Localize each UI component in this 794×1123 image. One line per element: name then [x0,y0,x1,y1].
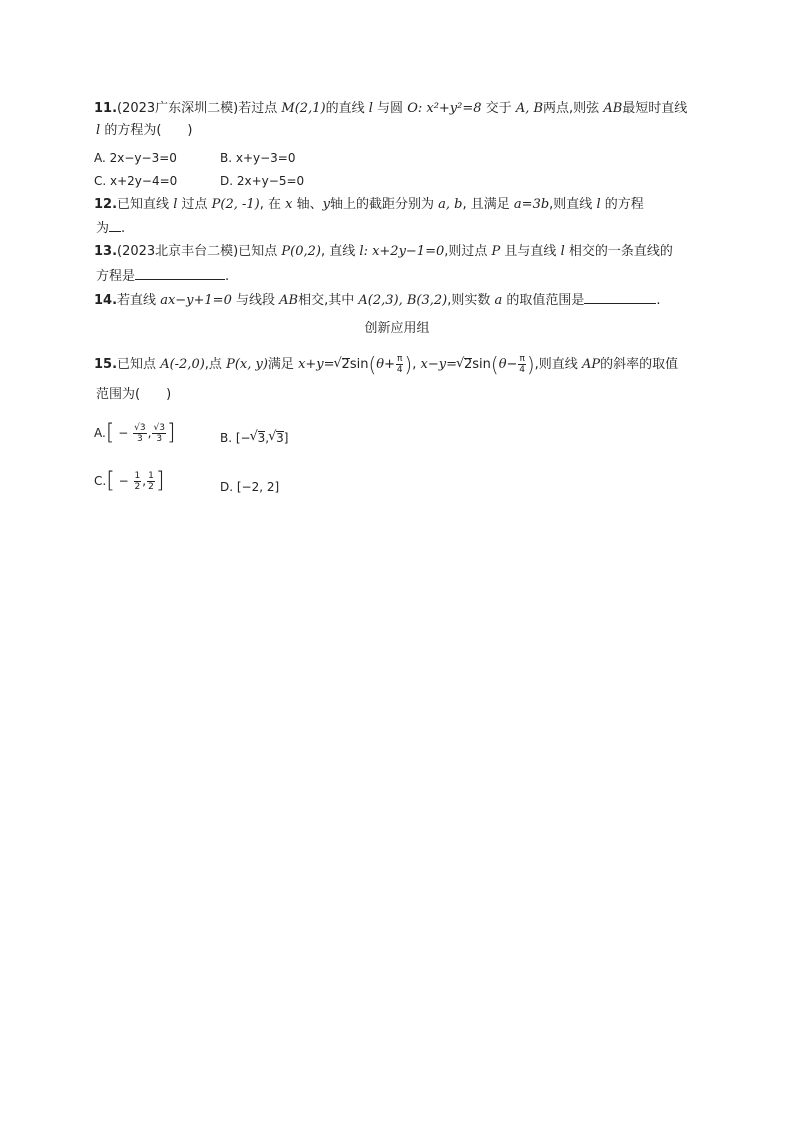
question-12-line-1 [94,196,644,214]
math: AP [581,357,601,372]
numerator: 1 [148,471,154,481]
math: x−y= [420,357,457,372]
text: , 在 [259,197,282,212]
text: 两点,则弦 [543,101,600,116]
denominator: 3 [156,434,163,444]
bracket-close: ] [166,420,176,446]
text: 最短时直线 [622,101,688,116]
math: 3 [139,423,146,433]
text: 相交,其中 [298,293,355,308]
option-a [94,420,176,446]
sqrt [251,430,266,446]
math: 2 [463,357,473,372]
denominator: 4 [396,365,403,375]
option-label: B. [− [220,431,251,445]
question-12-line-2 [96,219,125,238]
text: , [412,357,417,372]
question-11-line-2 [96,122,192,140]
text: 的斜率的取值 [600,357,679,372]
bracket-open: [ [106,468,115,494]
math: 2 [341,357,350,372]
text: . [656,293,661,308]
text: 方程是 [96,269,136,284]
text: . [121,221,126,236]
math: l [560,244,565,259]
denominator: 4 [519,365,526,375]
text: 为 [96,221,110,236]
text: 与线段 [235,293,275,308]
math: a, b [438,197,463,212]
question-source: (2023广东深圳二模) [117,101,239,116]
question-13-line-1 [94,243,673,261]
text: 与圆 [377,101,404,116]
option-label: A. [94,426,106,440]
math: l [596,197,601,212]
text: , [142,474,147,488]
text: 的方程为( ) [104,123,193,138]
text: 已知直线 [117,197,170,212]
math: l [96,123,101,138]
question-14-line-1 [94,291,661,310]
text: , [265,431,270,445]
math: l [368,101,373,116]
bracket-open: [ [105,420,115,446]
denominator: 2 [148,482,154,492]
numerator: 1 [134,471,141,481]
math: O: x²+y²=8 [407,101,482,116]
math: y [322,197,331,212]
text: , [147,426,152,440]
text: 若直线 [117,293,157,308]
numerator: √3 [134,423,146,433]
option-d: D. [−2, 2] [220,480,280,494]
math: A, B [515,101,544,116]
question-11-line-1 [94,100,687,118]
option-b: B. x+y−3=0 [220,151,296,165]
math: − [118,426,129,440]
option-label: C. [94,474,107,488]
text: 范围为( ) [96,387,172,402]
paren-open: ( [368,352,377,377]
text: 的方程 [604,197,644,212]
text: 轴、 [296,197,323,212]
math: − [506,357,518,372]
section-heading: 创新应用组 [364,321,430,336]
fraction [147,471,155,492]
paren-close: ) [404,352,413,377]
text: ] [283,431,289,445]
option-d: D. 2x+y−5=0 [220,174,305,188]
text: 若过点 [238,101,278,116]
text: 轴上的截距分别为 [330,197,435,212]
math: AB [603,101,623,116]
question-source: (2023北京丰台二模) [117,244,239,259]
question-15-line-2 [96,386,171,404]
fraction [518,354,525,375]
numerator: √3 [153,423,165,433]
fraction [134,471,142,492]
option-a: A. 2x−y−3=0 [94,151,177,165]
fraction [396,354,403,375]
math: 3 [276,431,284,445]
sqrt [335,356,350,374]
text: 交于 [485,101,512,116]
fraction [133,423,146,444]
numerator: π [519,354,525,364]
question-number: 15. [94,357,118,372]
denominator: 3 [137,434,143,444]
sqrt [269,430,284,446]
math: sin [472,357,491,372]
math: θ [498,357,507,372]
question-15-line-1 [94,354,678,375]
text: 相交的一条直线的 [568,244,673,259]
text: 且与直线 [504,244,557,259]
fraction [152,423,165,444]
text: ,点 [204,357,222,372]
text: ,则直线 [549,197,593,212]
math: − [118,474,129,488]
text: 的取值范围是 [506,293,585,308]
math: x [285,197,293,212]
question-number: 14. [94,293,118,308]
text: 已知点 [238,244,278,259]
math: A(-2,0) [160,357,205,372]
math: AB [279,293,299,308]
bracket-close: ] [155,468,165,494]
question-13-line-2 [96,267,229,286]
math: P(x, y) [226,357,268,372]
math: 3 [257,431,266,445]
sqrt [457,356,472,374]
option-c [94,468,165,494]
answer-blank[interactable] [135,267,225,280]
text: 已知点 [117,357,157,372]
question-number: 13. [94,244,118,259]
paren-open: ( [490,352,499,377]
math: θ [376,357,385,372]
answer-blank[interactable] [584,291,656,304]
math: + [384,357,395,372]
math: P(0,2) [281,244,321,259]
option-c: C. x+2y−4=0 [94,174,178,188]
answer-blank[interactable] [109,219,121,232]
denominator: 2 [134,482,141,492]
math: sin [349,357,369,372]
math: M(2,1) [281,101,326,116]
paren-close: ) [526,352,535,377]
math: A(2,3), B(3,2) [358,293,448,308]
question-number: 12. [94,197,118,212]
math: P [491,244,501,259]
text: , 且满足 [462,197,510,212]
question-number: 11. [94,101,118,116]
math: a=3b [513,197,550,212]
math: l: x+2y−1=0 [359,244,445,259]
text: . [225,269,230,284]
text: 满足 [267,357,294,372]
math: ax−y+1=0 [160,293,232,308]
math: 3 [159,423,165,433]
text: 过点 [181,197,208,212]
text: , 直线 [321,244,356,259]
math: a [494,293,503,308]
text: ,则过点 [444,244,488,259]
text: ,则实数 [447,293,491,308]
option-b [220,430,288,446]
numerator: π [397,354,403,364]
text: 的直线 [325,101,365,116]
text: ,则直线 [534,357,578,372]
math: l [173,197,178,212]
math: P(2, -1) [211,197,260,212]
math: x+y= [298,357,335,372]
